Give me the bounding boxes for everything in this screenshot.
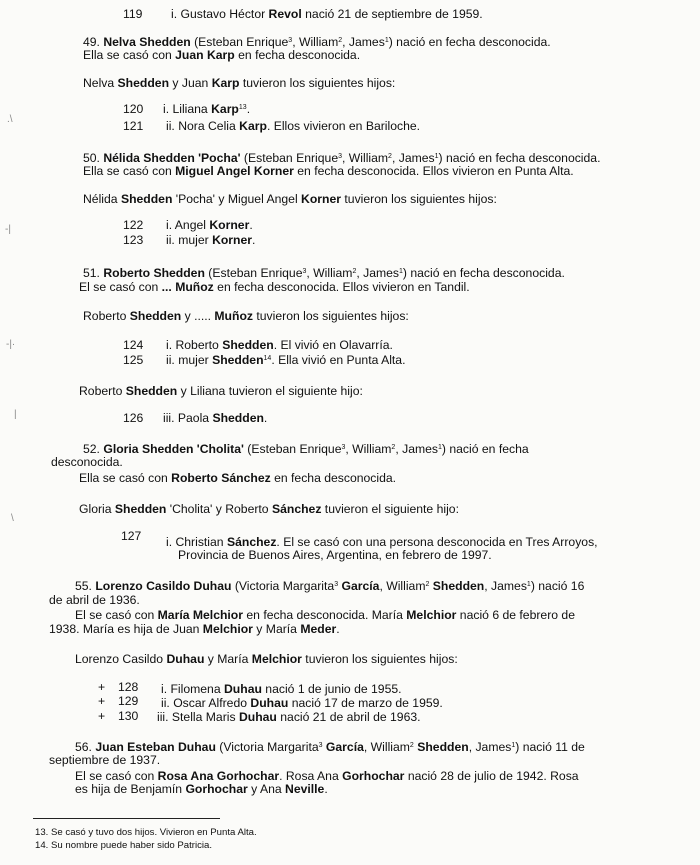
- superscript: 1: [438, 444, 442, 451]
- text-run: i. Christian: [166, 535, 227, 549]
- text-line: [161, 696, 443, 710]
- scan-mark: .\: [7, 114, 13, 125]
- text-run: , James: [391, 151, 435, 165]
- text-run: . El se casó con una persona desconocida en Tres Arroyos,: [276, 535, 598, 549]
- bold-name: Miguel Angel Korner: [175, 164, 294, 178]
- superscript: 2: [391, 444, 396, 451]
- text-run: en fecha desconocida. María: [243, 608, 407, 622]
- text-run: , James: [484, 579, 527, 593]
- text-run: Roberto: [79, 384, 126, 398]
- text-line: [83, 35, 551, 49]
- bold-name: García: [341, 579, 380, 593]
- text-run: es hija de Benjamín: [75, 782, 186, 796]
- text-run: .: [324, 782, 328, 796]
- text-line: [123, 353, 143, 367]
- text-line: [163, 411, 267, 425]
- text-line: [161, 682, 402, 696]
- text-line: [178, 548, 492, 562]
- bold-name: Shedden: [120, 192, 173, 206]
- bold-name: Shedden: [417, 740, 469, 754]
- superscript: 2: [352, 268, 357, 275]
- text-line: [83, 266, 565, 280]
- bold-name: Sánchez: [226, 535, 277, 549]
- bold-name: Korner: [212, 233, 253, 247]
- bold-name: Korner: [209, 218, 250, 232]
- superscript: 2: [409, 742, 414, 749]
- text-line: [83, 48, 360, 62]
- text-line: [123, 338, 143, 352]
- bold-name: Meder: [300, 622, 337, 636]
- text-line: [118, 680, 138, 694]
- text-run: 50.: [83, 151, 104, 165]
- text-run: tuvieron los siguientes hijos:: [239, 76, 396, 90]
- text-run: i. Gustavo Héctor: [171, 7, 269, 21]
- text-run: 126: [123, 411, 144, 425]
- bold-name: Juan Karp: [175, 48, 235, 62]
- text-run: , William: [363, 740, 410, 754]
- text-run: ) nació 16: [530, 579, 585, 593]
- text-run: , James: [468, 740, 512, 754]
- text-run: ii. mujer: [166, 353, 213, 367]
- bold-name: Duhau: [224, 682, 262, 696]
- text-run: Nelva: [83, 76, 118, 90]
- text-line: [51, 455, 123, 469]
- text-run: i. Liliana: [163, 102, 212, 116]
- bold-name: Roberto Sánchez: [171, 471, 271, 485]
- bold-name: Karp: [211, 102, 239, 116]
- text-run: 123: [123, 233, 144, 247]
- text-run: Ella se casó con: [83, 48, 176, 62]
- bold-name: Shedden: [212, 353, 264, 367]
- text-line: [75, 740, 585, 754]
- bold-name: Gorhochar: [342, 769, 405, 783]
- superscript: 3: [341, 444, 346, 451]
- text-run: 127: [121, 529, 142, 543]
- text-run: desconocida.: [51, 455, 123, 469]
- text-line: [98, 694, 105, 708]
- text-run: Gloria: [79, 502, 115, 516]
- text-run: y .....: [181, 309, 215, 323]
- text-run: Ella se casó con: [79, 471, 172, 485]
- bold-name: Karp: [211, 76, 240, 90]
- text-run: y Juan: [169, 76, 212, 90]
- text-run: (Victoria Margarita: [215, 740, 319, 754]
- text-run: ii. Oscar Alfredo: [161, 696, 251, 710]
- superscript: 13: [238, 104, 247, 111]
- text-run: 119: [123, 7, 143, 21]
- bold-name: Karp: [239, 119, 267, 133]
- bold-name: García: [325, 740, 364, 754]
- text-run: 51.: [83, 266, 104, 280]
- text-run: de abril de 1936.: [49, 593, 140, 607]
- scan-mark: -|: [5, 224, 11, 235]
- text-line: [75, 769, 579, 783]
- bold-name: María Melchior: [157, 608, 243, 622]
- text-line: [79, 471, 396, 485]
- text-run: 120: [123, 102, 144, 116]
- text-run: +: [98, 694, 106, 708]
- text-run: . Rosa Ana: [279, 769, 343, 783]
- superscript: 1: [399, 268, 403, 275]
- text-run: tuvieron el siguiente hijo:: [321, 502, 459, 516]
- text-run: El se casó con: [75, 769, 158, 783]
- text-line: [98, 709, 105, 723]
- footnote: 14. Su nombre puede haber sido Patricia.: [35, 840, 213, 851]
- text-line: [75, 782, 328, 796]
- scan-mark: |: [14, 409, 17, 420]
- superscript: 1: [384, 37, 389, 44]
- text-run: .: [263, 411, 268, 425]
- text-run: nació 1 de junio de 1955.: [261, 682, 402, 696]
- text-line: [171, 7, 483, 21]
- text-line: [83, 442, 529, 456]
- text-run: , William: [379, 579, 426, 593]
- bold-name: Shedden: [114, 502, 167, 516]
- bold-name: Melchior: [202, 622, 253, 636]
- text-run: y María: [204, 652, 252, 666]
- text-run: (Esteban Enrique: [243, 442, 342, 456]
- text-run: 130: [118, 709, 139, 723]
- text-run: en fecha desconocida.: [234, 48, 361, 62]
- text-line: [75, 652, 458, 666]
- text-run: . Ella vivió en Punta Alta.: [271, 353, 406, 367]
- text-run: , William: [306, 266, 353, 280]
- superscript: 3: [334, 581, 339, 588]
- text-run: (Victoria Margarita: [231, 579, 335, 593]
- bold-name: Duhau: [166, 652, 205, 666]
- text-line: [75, 608, 575, 622]
- text-run: ) nació en fecha desconocida.: [402, 266, 565, 280]
- text-line: [166, 338, 393, 352]
- text-run: , William: [345, 442, 392, 456]
- text-run: iii. Paola: [163, 411, 213, 425]
- bold-name: Nélida Shedden 'Pocha': [103, 151, 241, 165]
- text-run: nació 21 de abril de 1963.: [276, 710, 421, 724]
- text-run: nació 21 de septiembre de 1959.: [301, 7, 483, 21]
- text-line: [83, 309, 409, 323]
- bold-name: Juan Esteban Duhau: [95, 740, 216, 754]
- text-run: Lorenzo Casildo: [75, 652, 167, 666]
- text-run: . El vivió en Olavarría.: [273, 338, 393, 352]
- text-run: +: [98, 680, 106, 694]
- footnote: 13. Se casó y tuvo dos hijos. Vivieron en Punta Alta.: [35, 827, 257, 838]
- text-run: (Esteban Enrique: [204, 266, 303, 280]
- text-run: 122: [123, 218, 144, 232]
- superscript: 3: [288, 37, 293, 44]
- bold-name: Rosa Ana Gorhochar: [157, 769, 280, 783]
- text-line: [83, 151, 600, 165]
- text-run: ii. mujer: [166, 233, 213, 247]
- bold-name: Melchior: [406, 608, 457, 622]
- text-run: y María: [252, 622, 301, 636]
- text-line: [118, 709, 138, 723]
- bold-name: Neville: [285, 782, 325, 796]
- text-run: Nélida: [83, 192, 121, 206]
- text-run: , William: [342, 151, 389, 165]
- text-run: .: [249, 218, 253, 232]
- text-run: , William: [292, 35, 339, 49]
- text-run: tuvieron los siguientes hijos:: [341, 192, 497, 206]
- text-run: 121: [123, 119, 144, 133]
- text-run: .: [246, 102, 251, 116]
- bold-name: Nelva Shedden: [103, 35, 191, 49]
- bold-name: Sánchez: [271, 502, 322, 516]
- text-run: i. Roberto: [166, 338, 223, 352]
- text-run: nació 6 de febrero de: [456, 608, 575, 622]
- text-run: , James: [356, 266, 400, 280]
- superscript: 14: [263, 355, 272, 362]
- text-run: 49.: [83, 35, 104, 49]
- text-run: Provincia de Buenos Aires, Argentina, en febrero de 1997.: [178, 548, 492, 562]
- text-run: y Liliana tuvieron el siguiente hijo:: [177, 384, 363, 398]
- text-run: tuvieron los siguientes hijos:: [301, 652, 458, 666]
- text-run: nació 28 de julio de 1942. Rosa: [404, 769, 579, 783]
- text-run: +: [98, 709, 106, 723]
- text-run: septiembre de 1937.: [49, 753, 161, 767]
- superscript: 2: [338, 37, 343, 44]
- text-line: [123, 7, 142, 21]
- text-run: ) nació en fecha desconocida.: [388, 35, 551, 49]
- text-line: [166, 535, 598, 549]
- footnote-rule: [33, 818, 220, 819]
- superscript: 2: [388, 153, 392, 160]
- superscript: 3: [338, 153, 342, 160]
- text-line: [118, 694, 138, 708]
- text-run: en fecha desconocida. Ellos vivieron en Tandil.: [213, 280, 470, 294]
- superscript: 3: [302, 268, 307, 275]
- bold-name: Shedden: [117, 76, 170, 90]
- text-run: 125: [123, 353, 144, 367]
- text-line: [79, 384, 363, 398]
- text-run: 56.: [75, 740, 96, 754]
- bold-name: Gorhochar: [185, 782, 248, 796]
- text-run: 'Pocha' y Miguel Angel: [172, 192, 302, 206]
- text-line: [49, 753, 160, 767]
- text-run: ii. Nora Celia: [166, 119, 240, 133]
- bold-name: Shedden: [432, 579, 485, 593]
- bold-name: Duhau: [238, 710, 277, 724]
- bold-name: Lorenzo Casildo Duhau: [95, 579, 232, 593]
- bold-name: Duhau: [250, 696, 289, 710]
- text-line: [98, 680, 105, 694]
- superscript: 1: [511, 742, 516, 749]
- text-run: y Ana: [247, 782, 286, 796]
- text-line: [123, 119, 143, 133]
- text-run: nació 17 de marzo de 1959.: [288, 696, 443, 710]
- text-run: .: [252, 233, 256, 247]
- text-run: en fecha desconocida. Ellos vivieron en Punta Alta.: [293, 164, 574, 178]
- bold-name: Revol: [268, 7, 302, 21]
- text-line: [49, 593, 140, 607]
- bold-name: Melchior: [251, 652, 302, 666]
- bold-name: Muñoz: [214, 309, 253, 323]
- text-line: [83, 192, 497, 206]
- scan-mark: \: [11, 513, 14, 524]
- text-line: [123, 411, 143, 425]
- text-line: [83, 164, 574, 178]
- text-run: 124: [123, 338, 144, 352]
- text-run: tuvieron los siguientes hijos:: [253, 309, 409, 323]
- text-run: , James: [395, 442, 438, 456]
- text-run: 129: [118, 694, 139, 708]
- text-run: . Ellos vivieron en Bariloche.: [266, 119, 421, 133]
- bold-name: Shedden: [212, 411, 264, 425]
- text-line: [79, 502, 459, 516]
- text-line: [166, 119, 420, 133]
- superscript: 1: [526, 581, 531, 588]
- text-run: El se casó con: [79, 280, 162, 294]
- bold-name: Shedden: [129, 309, 182, 323]
- bold-name: Shedden: [125, 384, 178, 398]
- bold-name: Roberto Shedden: [103, 266, 205, 280]
- superscript: 1: [434, 153, 439, 160]
- text-line: [163, 102, 250, 116]
- text-run: Ella se casó con: [83, 164, 176, 178]
- text-line: [83, 76, 395, 90]
- text-run: (Esteban Enrique: [190, 35, 289, 49]
- text-line: [49, 622, 340, 636]
- text-run: ) nació en fecha desconocida.: [438, 151, 601, 165]
- text-run: i. Filomena: [161, 682, 224, 696]
- text-run: 'Cholita' y Roberto: [166, 502, 272, 516]
- bold-name: ... Muñoz: [161, 280, 214, 294]
- text-line: [166, 353, 405, 367]
- text-run: 128: [118, 680, 139, 694]
- text-line: [166, 233, 255, 247]
- text-run: (Esteban Enrique: [240, 151, 339, 165]
- text-run: El se casó con: [75, 608, 158, 622]
- superscript: 2: [425, 581, 430, 588]
- superscript: 3: [318, 742, 323, 749]
- text-line: [123, 102, 143, 116]
- text-line: [75, 579, 584, 593]
- bold-name: Korner: [301, 192, 342, 206]
- scan-mark: -|·: [6, 339, 16, 350]
- text-run: 1938. María es hija de Juan: [49, 622, 203, 636]
- text-line: [166, 218, 253, 232]
- text-run: .: [336, 622, 340, 636]
- bold-name: Shedden: [222, 338, 274, 352]
- text-line: [79, 280, 470, 294]
- text-line: [123, 233, 143, 247]
- text-run: i. Angel: [166, 218, 210, 232]
- text-run: en fecha desconocida.: [270, 471, 397, 485]
- text-line: [123, 218, 143, 232]
- text-run: 55.: [75, 579, 96, 593]
- text-run: 52.: [83, 442, 104, 456]
- text-run: ) nació en fecha: [441, 442, 529, 456]
- bold-name: Gloria Shedden 'Cholita': [103, 442, 244, 456]
- text-run: , James: [342, 35, 385, 49]
- text-line: [121, 529, 141, 543]
- text-run: Roberto: [83, 309, 130, 323]
- text-line: [157, 710, 421, 724]
- text-run: iii. Stella Maris: [157, 710, 239, 724]
- text-run: ) nació 11 de: [515, 740, 585, 754]
